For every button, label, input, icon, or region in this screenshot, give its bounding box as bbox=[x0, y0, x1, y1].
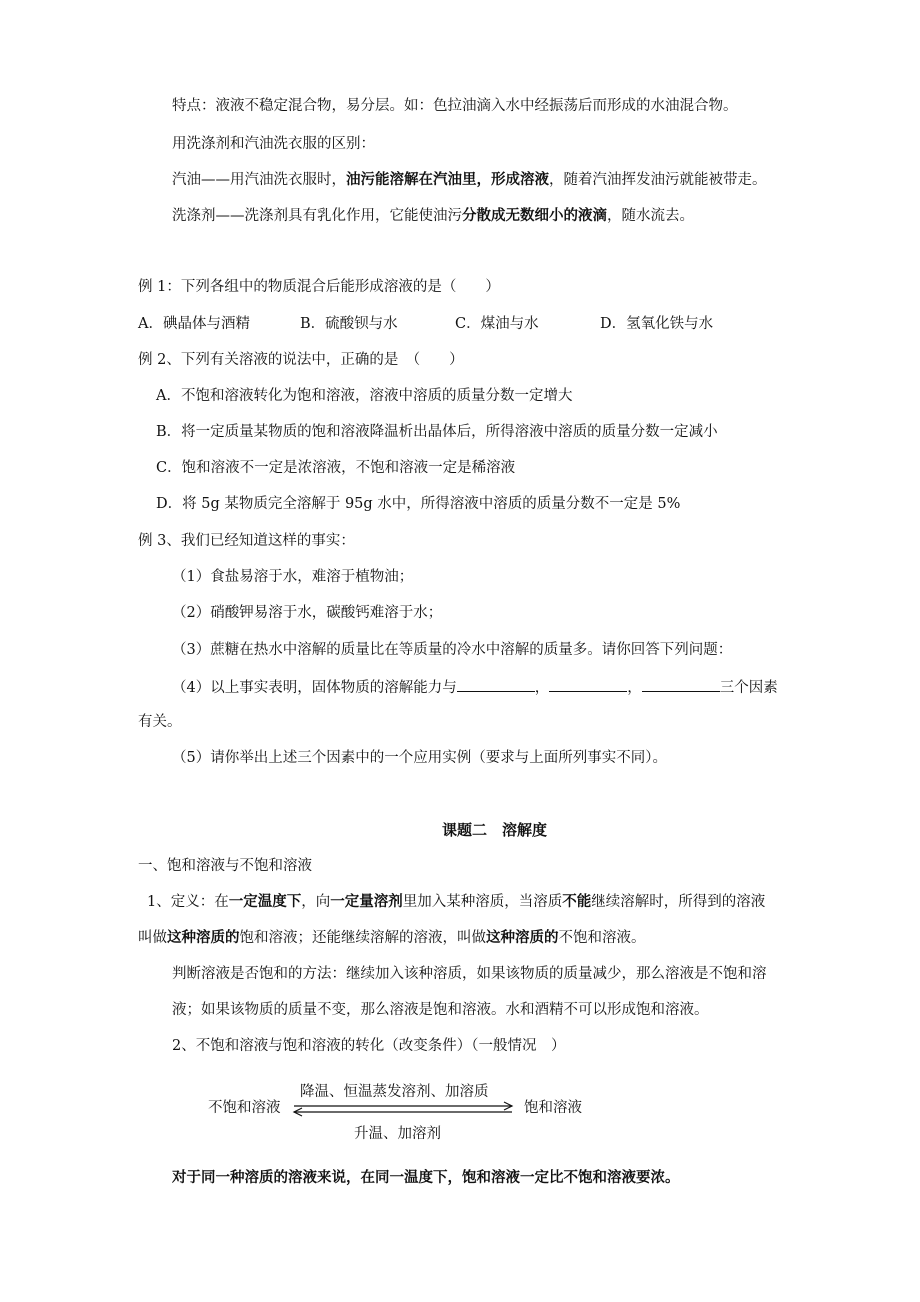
example2-option-d: D．将 5g 某物质完全溶解于 95g 水中，所得溶液中溶质的质量分数不一定是 5% bbox=[156, 496, 681, 512]
answer-blank-1[interactable] bbox=[457, 676, 535, 692]
lesson-title: 课题二 溶解度 bbox=[442, 821, 548, 839]
example1-option-c: C．煤油与水 bbox=[455, 316, 539, 332]
diagram-unsaturated: 不饱和溶液 bbox=[208, 1100, 281, 1116]
feature-text: 特点：液液不稳定混合物，易分层。如：色拉油滴入水中经振荡后而形成的水油混合物。 bbox=[172, 98, 738, 114]
answer-blank-3[interactable] bbox=[642, 676, 720, 692]
def-text-4: 继续溶解时，所得到的溶液 bbox=[591, 894, 766, 910]
difference-title: 用洗涤剂和汽油洗衣服的区别： bbox=[172, 136, 375, 152]
judge-method-line-2: 液；如果该物质的质量不变，那么溶液是饱和溶液。水和酒精不可以形成饱和溶液。 bbox=[172, 1002, 709, 1018]
example3-fact-1: （1）食盐易溶于水，难溶于植物油； bbox=[172, 569, 414, 585]
def-text-5: 叫做 bbox=[138, 930, 167, 946]
q4-prefix: （4）以上事实表明，固体物质的溶解能力与 bbox=[172, 680, 457, 696]
def-text-1: 1、定义：在 bbox=[147, 894, 229, 910]
example1-question: 例 1：下列各组中的物质混合后能形成溶液的是（ ） bbox=[138, 279, 500, 295]
conclusion-text: 对于同一种溶质的溶液来说，在同一温度下，饱和溶液一定比不饱和溶液要浓。 bbox=[172, 1169, 680, 1186]
example2-option-c: C．饱和溶液不一定是浓溶液，不饱和溶液一定是稀溶液 bbox=[156, 460, 516, 476]
def-text-3: 里加入某种溶质，当溶质 bbox=[402, 894, 563, 910]
judge-method-line-1: 判断溶液是否饱和的方法：继续加入该种溶质，如果该物质的质量减少，那么溶液是不饱和溶 bbox=[172, 966, 767, 982]
gasoline-prefix: 汽油——用汽油洗衣服时， bbox=[172, 172, 346, 188]
q4-separator-1: ， bbox=[534, 680, 550, 696]
def-bold-temperature: 一定温度下 bbox=[228, 893, 302, 910]
conversion-arrows bbox=[290, 1100, 520, 1118]
answer-blank-2[interactable] bbox=[549, 676, 627, 692]
diagram-backward-label: 升温、加溶剂 bbox=[354, 1126, 441, 1142]
gasoline-suffix: ，随着汽油挥发油污就能被带走。 bbox=[549, 172, 767, 188]
example2-question: 例 2、下列有关溶液的说法中，正确的是 （ ） bbox=[138, 352, 464, 368]
detergent-bold: 分散成无数细小的液滴 bbox=[462, 207, 607, 224]
diagram-saturated: 饱和溶液 bbox=[524, 1100, 582, 1116]
example3-question: 例 3、我们已经知道这样的事实： bbox=[138, 533, 355, 549]
def-bold-solvent: 一定量溶剂 bbox=[330, 893, 403, 910]
example3-q4 bbox=[172, 676, 778, 698]
definition-line-1 bbox=[147, 892, 765, 912]
section-heading: 一、饱和溶液与不饱和溶液 bbox=[138, 858, 312, 874]
example1-option-d: D．氢氧化铁与水 bbox=[600, 316, 714, 332]
example1-option-a: A．碘晶体与酒精 bbox=[138, 316, 250, 332]
detergent-suffix: ，随水流去。 bbox=[607, 208, 694, 224]
example1-option-b: B．硫酸钡与水 bbox=[300, 316, 398, 332]
conversion-title: 2、不饱和溶液与饱和溶液的转化（改变条件）（一般情况 ） bbox=[172, 1038, 566, 1054]
example3-fact-3: （3）蔗糖在热水中溶解的质量比在等质量的冷水中溶解的质量多。请你回答下列问题： bbox=[172, 642, 733, 658]
detergent-prefix: 洗涤剂——洗涤剂具有乳化作用，它能使油污 bbox=[172, 208, 462, 224]
gasoline-bold: 油污能溶解在汽油里，形成溶液 bbox=[346, 171, 549, 188]
def-bold-solute-1: 这种溶质的 bbox=[167, 929, 240, 946]
example3-fact-2: （2）硝酸钾易溶于水，碳酸钙难溶于水； bbox=[172, 605, 443, 621]
def-text-7: 不饱和溶液。 bbox=[558, 930, 646, 946]
detergent-line bbox=[172, 206, 694, 226]
example2-option-a: A．不饱和溶液转化为饱和溶液，溶液中溶质的质量分数一定增大 bbox=[156, 388, 573, 404]
example3-q5: （5）请你举出上述三个因素中的一个应用实例（要求与上面所列事实不同）。 bbox=[172, 750, 667, 766]
diagram-forward-label: 降温、恒温蒸发溶剂、加溶质 bbox=[300, 1084, 489, 1100]
def-text-6: 饱和溶液；还能继续溶解的溶液，叫做 bbox=[239, 930, 486, 946]
example2-option-b: B．将一定质量某物质的饱和溶液降温析出晶体后，所得溶液中溶质的质量分数一定减小 bbox=[156, 424, 718, 440]
q4-separator-2: ， bbox=[627, 680, 642, 696]
example3-q4-continuation: 有关。 bbox=[138, 714, 182, 730]
definition-line-2 bbox=[138, 928, 646, 948]
gasoline-line bbox=[172, 170, 767, 190]
def-text-2: ，向 bbox=[301, 894, 331, 910]
def-bold-solute-2: 这种溶质的 bbox=[486, 929, 559, 946]
q4-suffix: 三个因素 bbox=[719, 680, 778, 696]
def-bold-cannot: 不能 bbox=[562, 893, 592, 910]
